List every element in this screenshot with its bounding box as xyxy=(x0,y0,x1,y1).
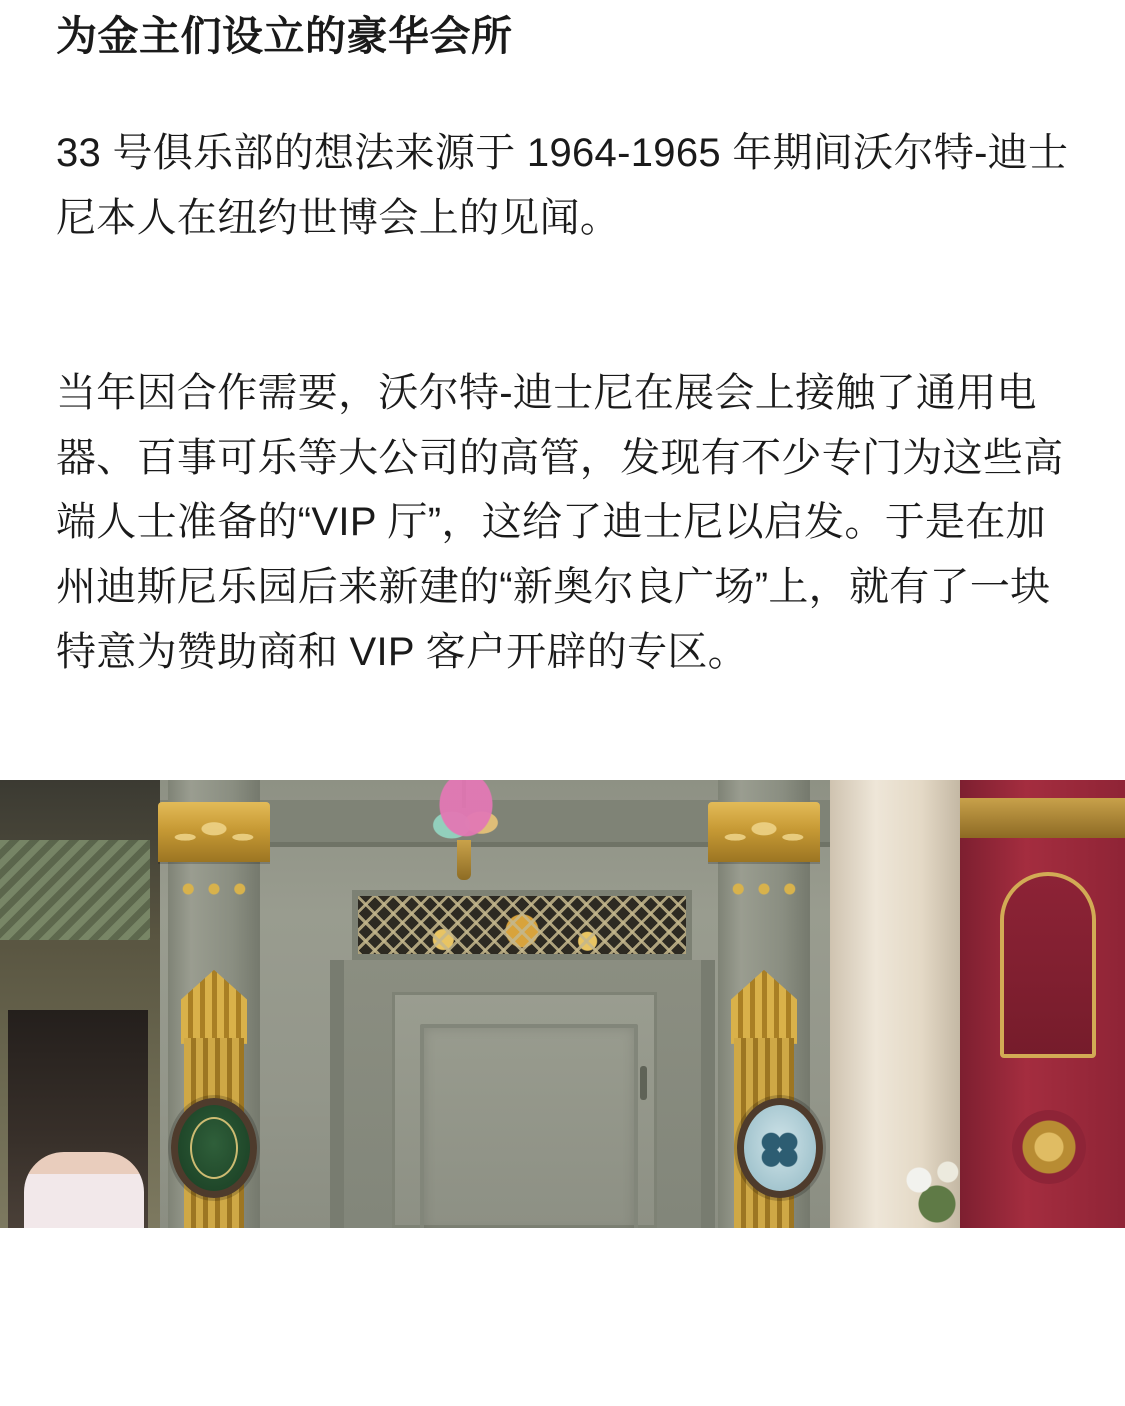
photo-plaque-left xyxy=(171,1098,257,1198)
photo-door-panel xyxy=(420,1024,638,1228)
photo-stud-row-left xyxy=(168,878,260,900)
photo-stained-glass-left xyxy=(0,840,150,940)
photo-plaque-right xyxy=(737,1098,823,1198)
photo-capital-right xyxy=(708,802,820,862)
photo-rosette-medallion xyxy=(1012,1110,1086,1184)
photo-transom-lattice xyxy=(358,896,686,954)
photo-lamp-finial xyxy=(457,840,471,880)
photo-red-wall-trim xyxy=(960,798,1125,838)
photo-stud-row-right xyxy=(718,878,810,900)
article-text xyxy=(0,0,1125,685)
photo-visitor xyxy=(24,1152,144,1228)
photo-transom-grille xyxy=(352,890,692,960)
article-paragraph-1: 33 号俱乐部的想法来源于 1964-1965 年期间沃尔特-迪士尼本人在纽约世博会上的见闻。 xyxy=(56,131,1069,241)
photo-red-wall-panel xyxy=(1000,872,1096,1058)
photo-capital-left xyxy=(158,802,270,862)
article-photo xyxy=(0,780,1125,1228)
article-paragraph-2: 当年因合作需要，沃尔特-迪士尼在展会上接触了通用电器、百事可乐等大公司的高管，发现有不少专门为这些高端人士准备的“VIP 厅”，这给了迪士尼以启发。于是在加州迪斯尼乐园后来新建的“新奥尔良广场”上，就有了一块特意为赞助商和 VIP 客户开辟的专区。 xyxy=(56,370,1064,675)
page-title: 为金主们设立的豪华会所 xyxy=(56,13,513,59)
photo-flower-planter xyxy=(892,1148,982,1228)
photo-door-handle xyxy=(640,1066,647,1100)
